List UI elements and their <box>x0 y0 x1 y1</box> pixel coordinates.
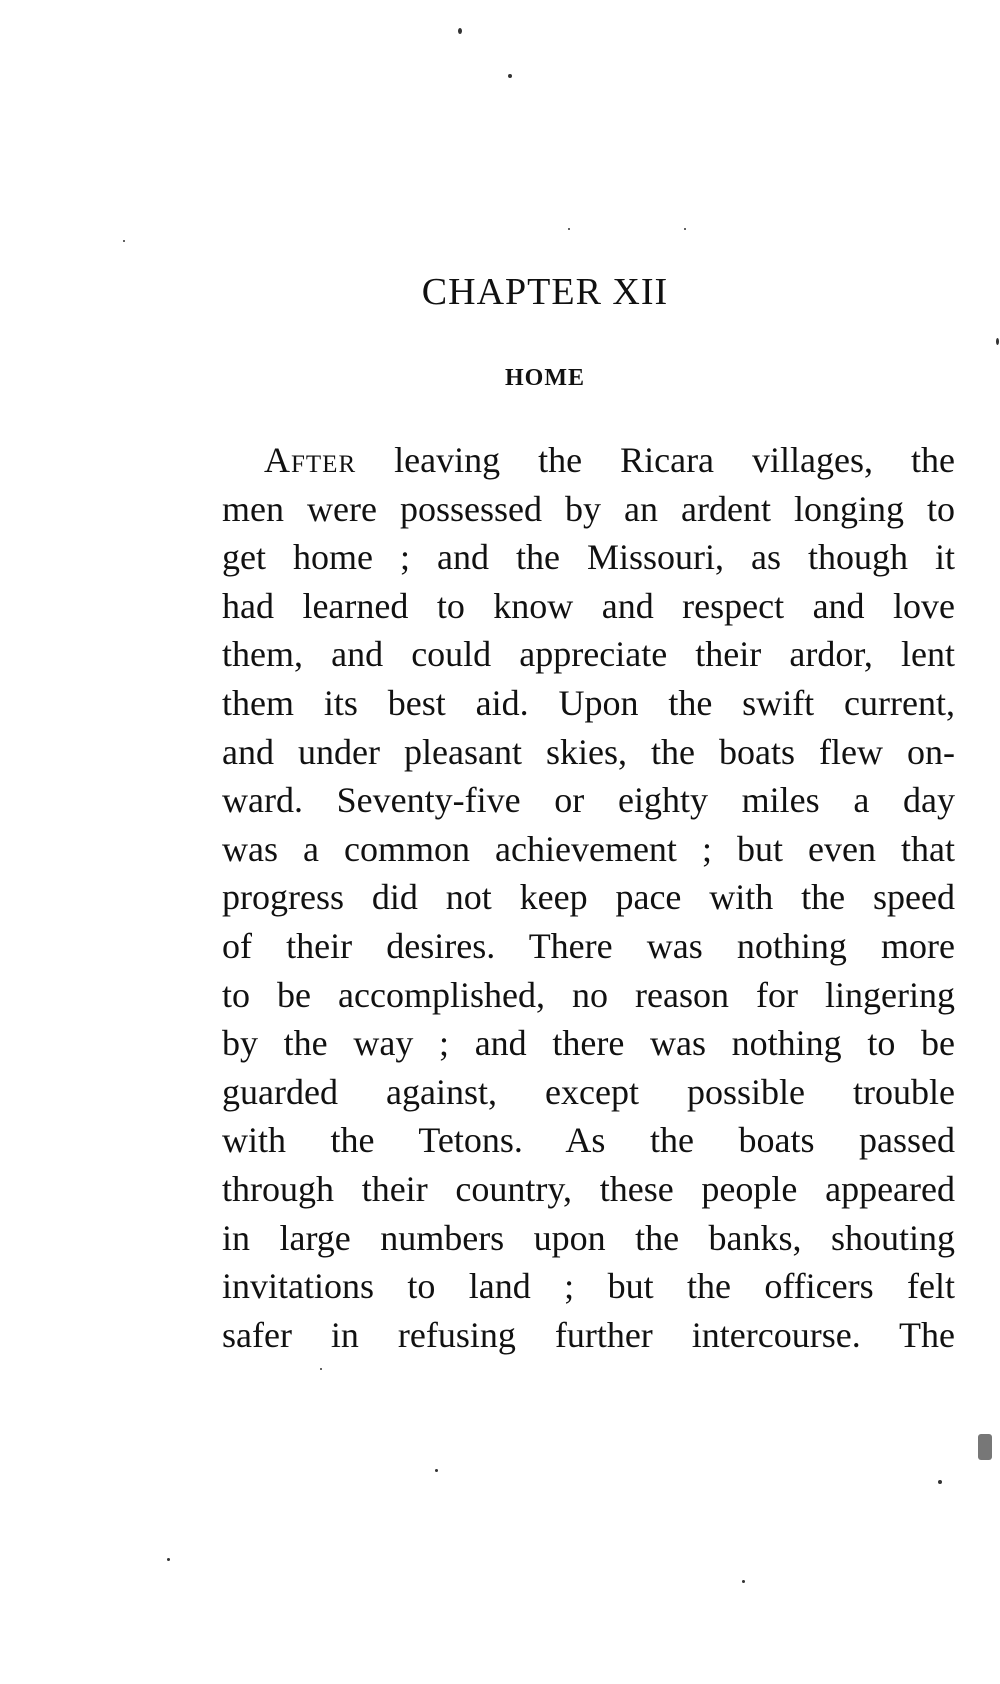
scan-speck <box>508 74 512 78</box>
body-paragraph <box>222 436 955 1359</box>
paragraph-line: by the way ; and there was nothing to be <box>222 1023 955 1064</box>
paragraph-line: them its best aid. Upon the swift current, <box>222 682 955 723</box>
paragraph-line: had learned to know and respect and love <box>222 585 955 626</box>
paragraph-line: was a common achievement ; but even that <box>222 828 955 869</box>
paragraph-line: progress did not keep pace with the speed <box>222 877 955 918</box>
paragraph-line: guarded against, except possible trouble <box>222 1071 955 1112</box>
scan-speck <box>938 1480 942 1484</box>
paragraph-line: and under pleasant skies, the boats flew on- <box>222 731 955 772</box>
paragraph-line: get home ; and the Missouri, as though it <box>222 537 955 578</box>
scan-speck <box>742 1580 745 1583</box>
scan-speck <box>123 240 125 242</box>
scan-speck <box>996 338 999 345</box>
paragraph-line <box>222 436 955 485</box>
chapter-subtitle: HOME <box>505 365 585 391</box>
paragraph-line: invitations to land ; but the officers felt <box>222 1266 955 1307</box>
paragraph-line: with the Tetons. As the boats passed <box>222 1120 955 1161</box>
paragraph-line: of their desires. There was nothing more <box>222 925 955 966</box>
scan-speck <box>320 1368 322 1370</box>
scan-speck <box>435 1469 438 1472</box>
scan-speck <box>167 1558 170 1561</box>
paragraph-first-line-rest: leaving the Ricara villages, the <box>394 440 955 480</box>
paragraph-line: in large numbers upon the banks, shouting <box>222 1217 955 1258</box>
scan-speck <box>458 28 462 34</box>
paragraph-line: ward. Seventy-five or eighty miles a day <box>222 780 955 821</box>
chapter-title: CHAPTER XII <box>421 271 669 313</box>
scan-speck <box>568 228 570 230</box>
paragraph-line: men were possessed by an ardent longing to <box>222 488 955 529</box>
scan-speck <box>978 1434 992 1460</box>
paragraph-line: to be accomplished, no reason for lingering <box>222 974 955 1015</box>
paragraph-line: through their country, these people appeared <box>222 1168 955 1209</box>
scan-speck <box>684 228 686 230</box>
paragraph-line: safer in refusing further intercourse. The <box>222 1314 955 1355</box>
paragraph-line: them, and could appreciate their ardor, lent <box>222 634 955 675</box>
paragraph-first-word: After <box>264 440 357 480</box>
